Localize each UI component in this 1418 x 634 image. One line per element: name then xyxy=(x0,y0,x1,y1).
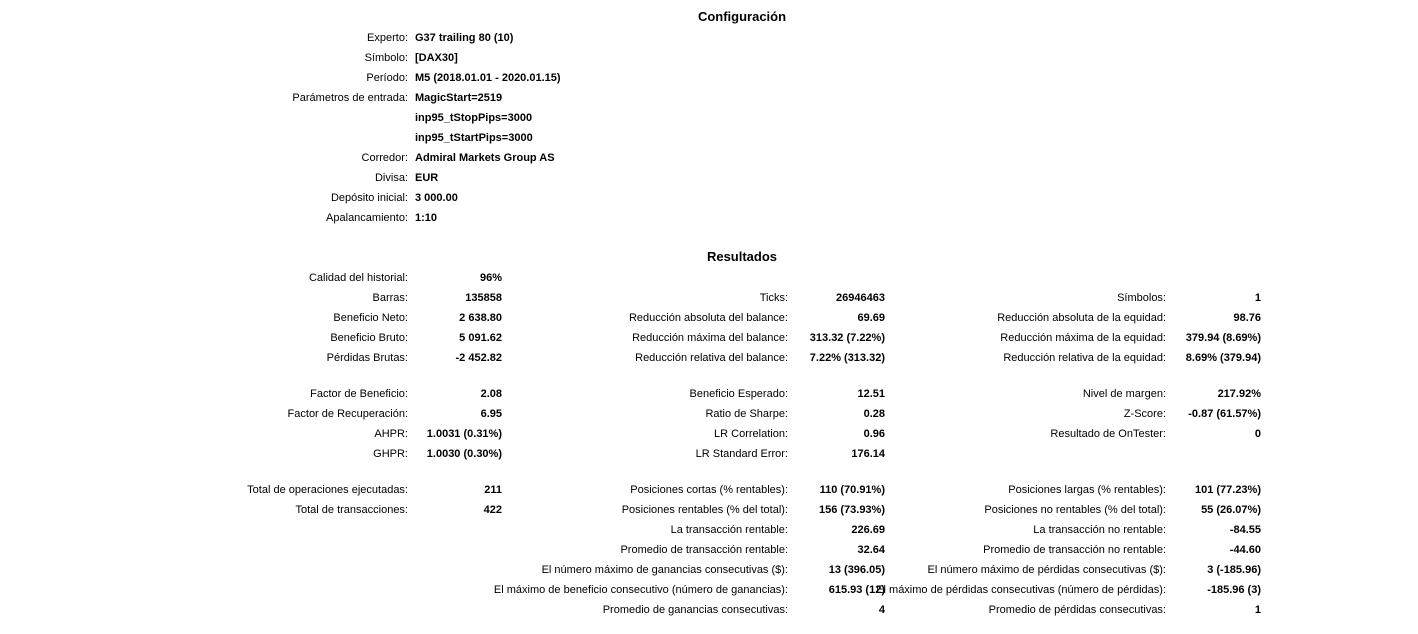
result-label: Nivel de margen: xyxy=(1082,388,1166,400)
config-value: Admiral Markets Group AS xyxy=(415,152,555,164)
result-value: 32.64 xyxy=(857,544,885,556)
result-value: 379.94 (8.69%) xyxy=(1185,332,1261,344)
result-value: 0.96 xyxy=(863,428,885,440)
result-value: 0 xyxy=(1254,428,1261,440)
result-value: 1 xyxy=(1254,292,1261,304)
result-value: 6.95 xyxy=(480,408,502,420)
result-value: -84.55 xyxy=(1229,524,1261,536)
result-label: Beneficio Bruto: xyxy=(330,332,408,344)
config-value: [DAX30] xyxy=(415,52,458,64)
result-value: -185.96 (3) xyxy=(1207,584,1261,596)
result-label: Promedio de ganancias consecutivas: xyxy=(602,604,788,616)
result-label: Posiciones no rentables (% del total): xyxy=(984,504,1166,516)
result-value: 55 (26.07%) xyxy=(1201,504,1261,516)
result-label: Reducción máxima del balance: xyxy=(632,332,788,344)
result-label: La transacción rentable: xyxy=(670,524,788,536)
result-label: Z-Score: xyxy=(1123,408,1166,420)
result-label: LR Correlation: xyxy=(714,428,788,440)
config-value: G37 trailing 80 (10) xyxy=(415,32,514,44)
config-label: Apalancamiento: xyxy=(326,212,408,224)
result-value: 69.69 xyxy=(857,312,885,324)
result-value: 226.69 xyxy=(851,524,885,536)
result-label: Posiciones rentables (% del total): xyxy=(621,504,788,516)
result-value: 217.92% xyxy=(1217,388,1261,400)
result-value: 135858 xyxy=(465,292,502,304)
result-value: 5 091.62 xyxy=(459,332,502,344)
result-value: 1.0030 (0.30%) xyxy=(426,448,502,460)
config-value: 3 000.00 xyxy=(415,192,458,204)
result-value: 0.28 xyxy=(863,408,885,420)
result-label: Factor de Beneficio: xyxy=(310,388,408,400)
config-label: Divisa: xyxy=(374,172,408,184)
config-label: Depósito inicial: xyxy=(330,192,408,204)
result-label: Símbolos: xyxy=(1117,292,1166,304)
result-value: 4 xyxy=(878,604,885,616)
result-label: La transacción no rentable: xyxy=(1033,524,1166,536)
results-section-title: Resultados xyxy=(706,249,778,264)
result-value: 1 xyxy=(1254,604,1261,616)
result-value: 98.76 xyxy=(1233,312,1261,324)
config-label: Corredor: xyxy=(361,152,408,164)
config-label: Experto: xyxy=(367,32,408,44)
result-value: 422 xyxy=(483,504,502,516)
result-value: 156 (73.93%) xyxy=(818,504,885,516)
result-label: Reducción relativa del balance: xyxy=(635,352,788,364)
config-value: inp95_tStartPips=3000 xyxy=(415,132,533,144)
result-label: Total de operaciones ejecutadas: xyxy=(247,484,408,496)
result-label: Beneficio Esperado: xyxy=(689,388,788,400)
result-label: Factor de Recuperación: xyxy=(287,408,408,420)
config-label: Símbolo: xyxy=(364,52,408,64)
result-label: Posiciones largas (% rentables): xyxy=(1008,484,1166,496)
result-value: 176.14 xyxy=(851,448,885,460)
result-label: Ticks: xyxy=(759,292,788,304)
result-label: El máximo de beneficio consecutivo (número de ganancias): xyxy=(493,584,788,596)
result-label: Reducción absoluta de la equidad: xyxy=(997,312,1166,324)
result-value: -44.60 xyxy=(1229,544,1261,556)
result-label: Beneficio Neto: xyxy=(333,312,408,324)
result-value: 1.0031 (0.31%) xyxy=(426,428,502,440)
result-label: Calidad del historial: xyxy=(308,272,408,284)
result-value: 615.93 (12) xyxy=(828,584,885,596)
result-value: 7.22% (313.32) xyxy=(809,352,885,364)
result-value: 96% xyxy=(479,272,502,284)
result-label: El número máximo de pérdidas consecutivas ($): xyxy=(927,564,1166,576)
result-value: 2 638.80 xyxy=(459,312,502,324)
result-label: Barras: xyxy=(372,292,408,304)
config-section-title: Configuración xyxy=(697,9,787,24)
config-value: MagicStart=2519 xyxy=(415,92,503,104)
result-label: GHPR: xyxy=(373,448,408,460)
result-label: Promedio de pérdidas consecutivas: xyxy=(988,604,1166,616)
config-value: M5 (2018.01.01 - 2020.01.15) xyxy=(415,72,561,84)
result-value: 13 (396.05) xyxy=(828,564,885,576)
result-label: Resultado de OnTester: xyxy=(1050,428,1166,440)
result-value: 3 (-185.96) xyxy=(1207,564,1261,576)
result-label: Posiciones cortas (% rentables): xyxy=(630,484,788,496)
result-label: El número máximo de ganancias consecutivas ($): xyxy=(541,564,788,576)
result-label: Reducción absoluta del balance: xyxy=(628,312,788,324)
config-label: Período: xyxy=(366,72,408,84)
result-value: 2.08 xyxy=(480,388,502,400)
result-label: El máximo de pérdidas consecutivas (número de pérdidas): xyxy=(876,584,1166,596)
result-label: Total de transacciones: xyxy=(295,504,408,516)
result-value: 8.69% (379.94) xyxy=(1185,352,1261,364)
config-value: inp95_tStopPips=3000 xyxy=(415,112,533,124)
result-value: 110 (70.91%) xyxy=(819,484,885,496)
config-value: 1:10 xyxy=(415,212,438,224)
result-label: Promedio de transacción rentable: xyxy=(620,544,788,556)
result-label: Ratio de Sharpe: xyxy=(705,408,788,420)
result-value: 101 (77.23%) xyxy=(1194,484,1261,496)
result-label: Reducción máxima de la equidad: xyxy=(1000,332,1166,344)
result-value: 313.32 (7.22%) xyxy=(809,332,885,344)
result-label: Reducción relativa de la equidad: xyxy=(1003,352,1166,364)
result-value: -0.87 (61.57%) xyxy=(1188,408,1261,420)
config-label: Parámetros de entrada: xyxy=(292,92,408,104)
result-label: Promedio de transacción no rentable: xyxy=(983,544,1166,556)
result-label: Pérdidas Brutas: xyxy=(326,352,408,364)
result-value: 26946463 xyxy=(836,292,885,304)
result-label: LR Standard Error: xyxy=(695,448,788,460)
result-label: AHPR: xyxy=(374,428,408,440)
result-value: -2 452.82 xyxy=(455,352,502,364)
result-value: 12.51 xyxy=(857,388,885,400)
result-value: 211 xyxy=(484,484,502,496)
config-value: EUR xyxy=(415,172,439,184)
